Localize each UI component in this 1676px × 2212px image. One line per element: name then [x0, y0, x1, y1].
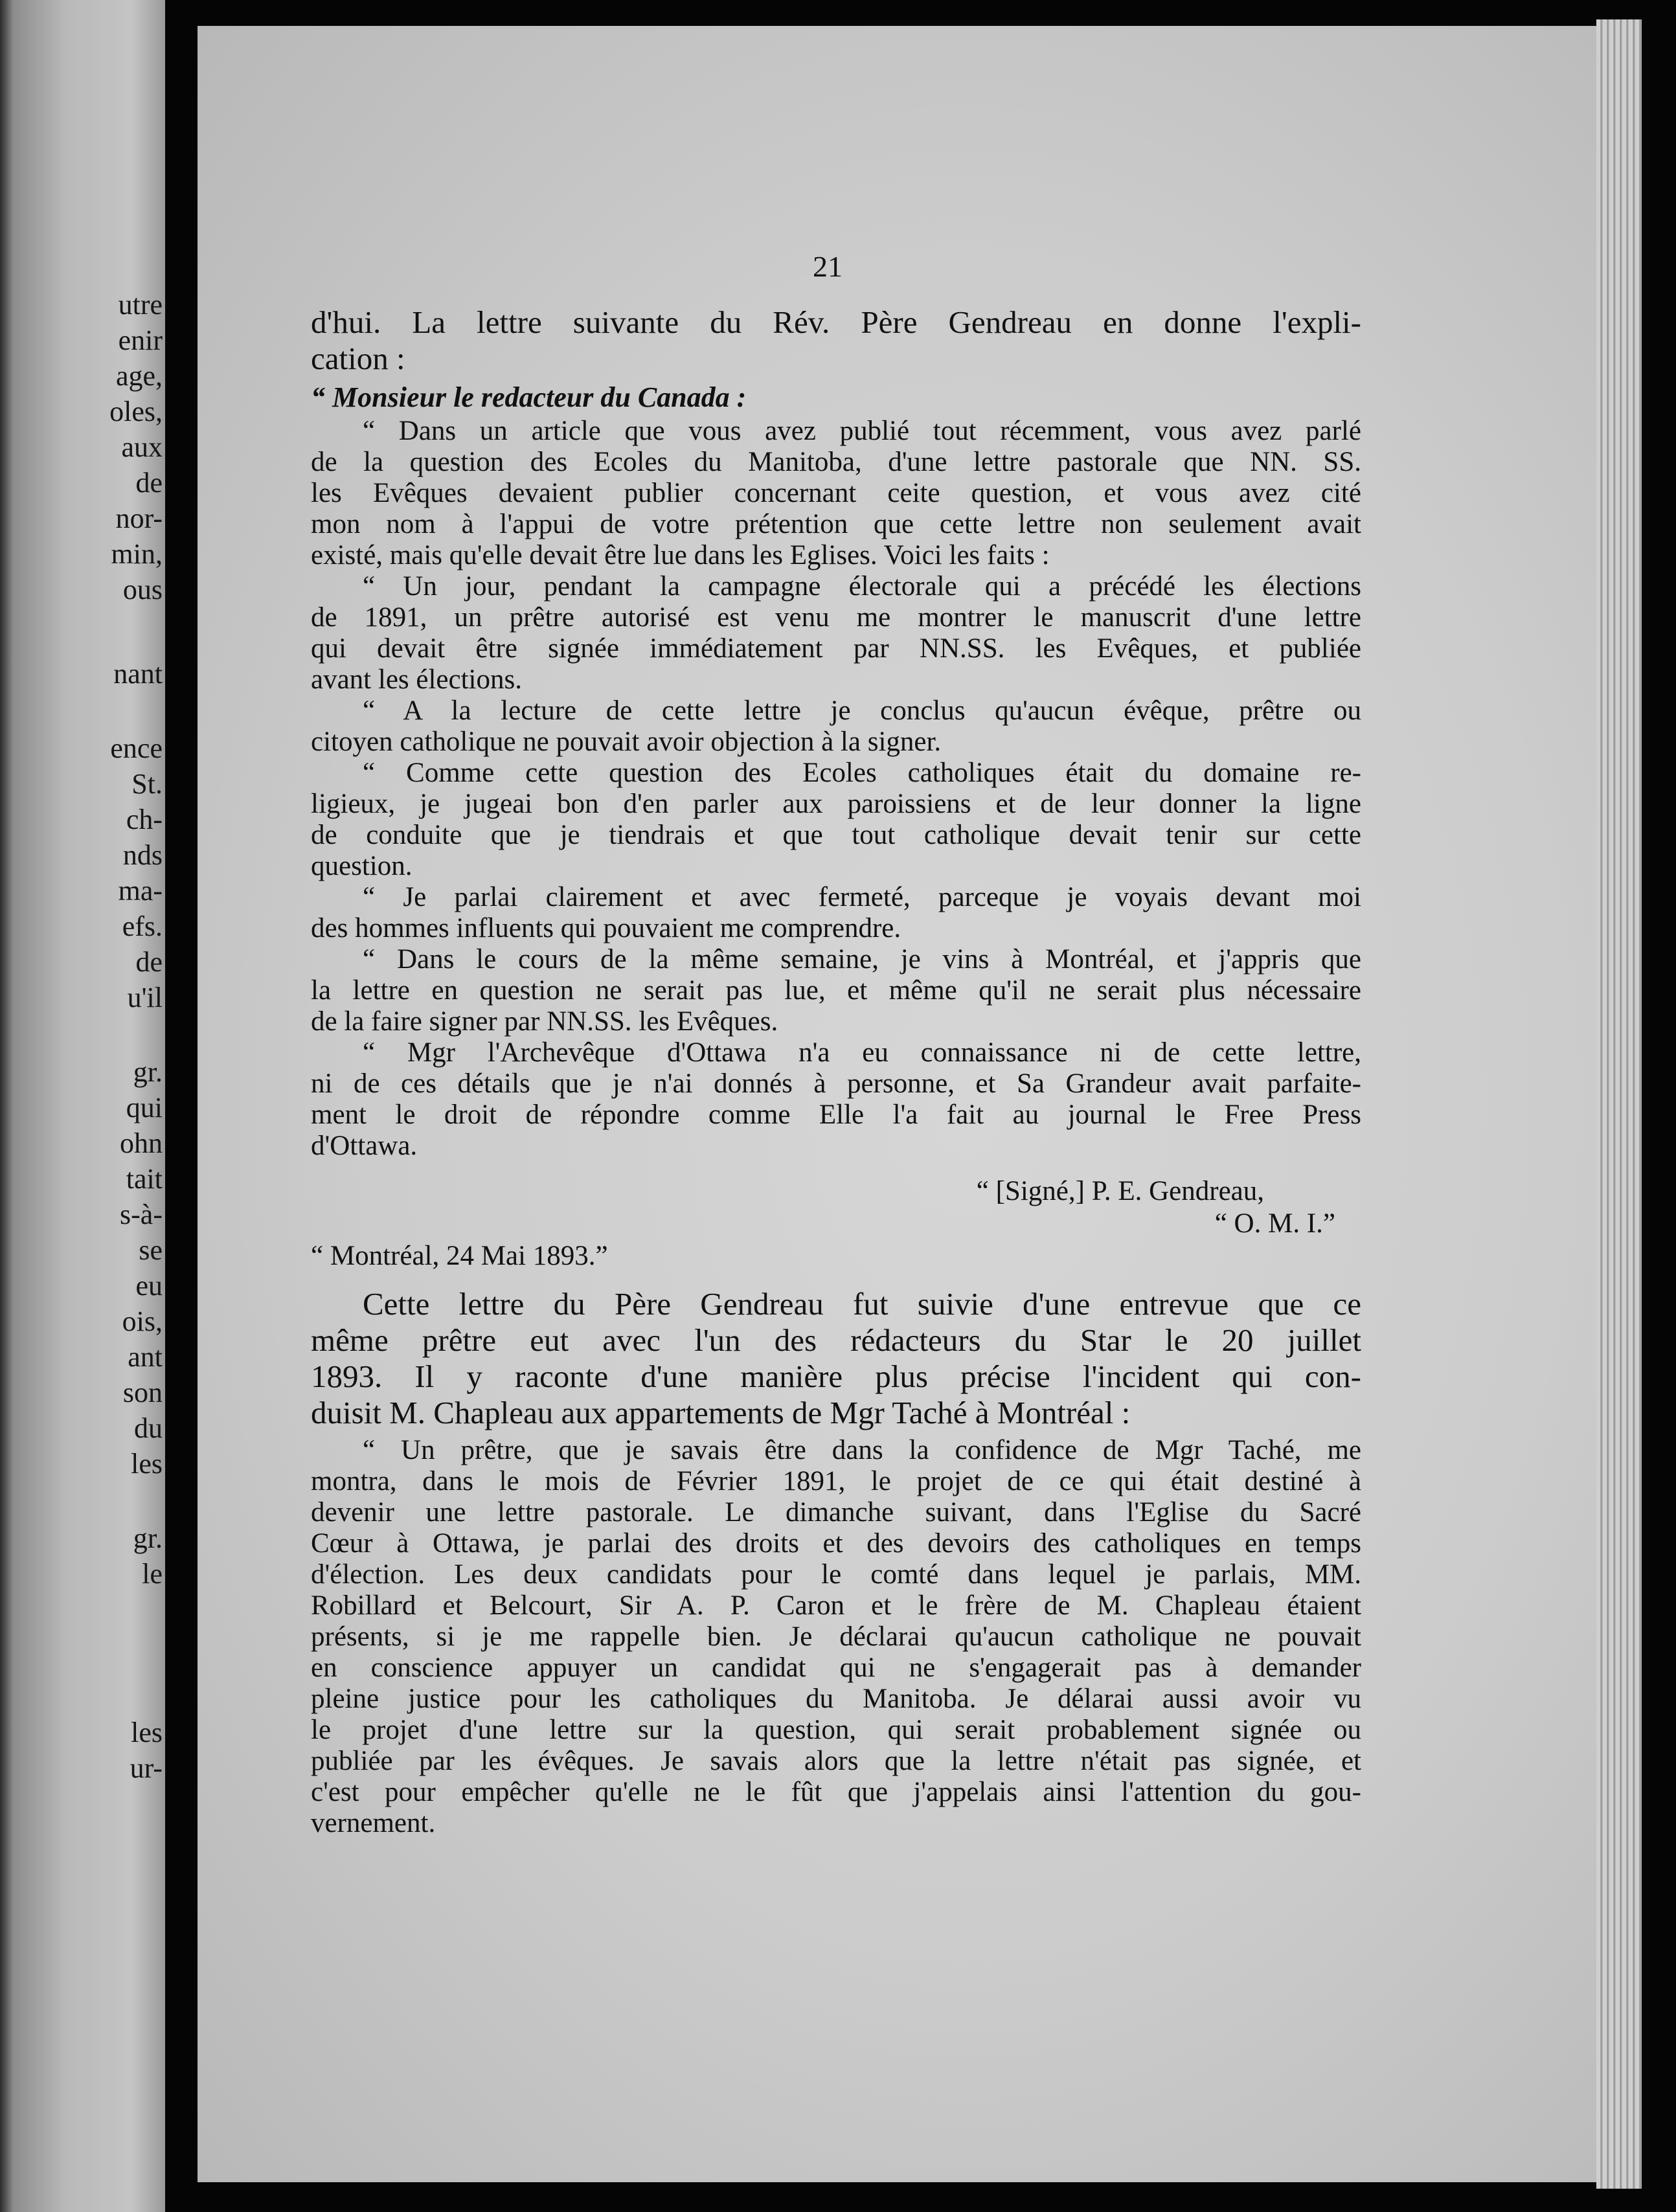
letter-date: “ Montréal, 24 Mai 1893.”: [311, 1241, 608, 1271]
text-line: ment le droit de répondre comme Elle l'a fait au journal le Free Press: [311, 1100, 1361, 1130]
text-line: pleine justice pour les catholiques du Manitoba. Je délarai aussi avoir vu: [311, 1684, 1361, 1714]
left-page-text-fragment: utre: [118, 289, 163, 321]
left-page-text-fragment: eu: [135, 1270, 163, 1302]
text-line: citoyen catholique ne pouvait avoir objection à la signer.: [311, 727, 942, 757]
text-line: même prêtre eut avec l'un des rédacteurs du Star le 20 juillet: [311, 1322, 1361, 1358]
text-line: d'Ottawa.: [311, 1131, 418, 1161]
letter-paragraph: [311, 1037, 1361, 1162]
text-line: “ Dans un article que vous avez publié tout récemment, vous avez parlé: [363, 416, 1361, 446]
text-line: 1893. Il y raconte d'une manière plus précise l'incident qui con-: [311, 1359, 1361, 1394]
letter-paragraph: [311, 882, 1361, 944]
text-line: duisit M. Chapleau aux appartements de Mgr Taché à Montréal :: [311, 1395, 1131, 1430]
text-line: de 1891, un prêtre autorisé est venu me montrer le manuscrit d'une lettre: [311, 602, 1361, 633]
text-line: les Evêques devaient publier concernant ceite question, et vous avez cité: [311, 478, 1361, 508]
text-line: “ Mgr l'Archevêque d'Ottawa n'a eu connaissance ni de cette lettre,: [363, 1037, 1361, 1068]
left-page-text-fragment: du: [134, 1412, 163, 1444]
left-page-text-fragment: gr.: [133, 1056, 163, 1088]
text-line: Cette lettre du Père Gendreau fut suivie d'une entrevue que ce: [363, 1286, 1361, 1322]
text-line: Robillard et Belcourt, Sir A. P. Caron et le frère de M. Chapleau étaient: [311, 1590, 1361, 1621]
letter-paragraph: [311, 695, 1361, 758]
left-page-text-fragment: ma-: [118, 875, 163, 907]
left-page-text-fragment: nor-: [115, 502, 163, 534]
text-line: ligieux, je jugeai bon d'en parler aux paroissiens et de leur donner la ligne: [311, 789, 1361, 819]
text-line: c'est pour empêcher qu'elle ne le fût que j'appelais ainsi l'attention du gou-: [311, 1777, 1361, 1807]
text-line: avant les élections.: [311, 664, 522, 695]
left-page-text-fragment: les: [131, 1448, 163, 1480]
left-page-text-fragment: nant: [113, 658, 163, 690]
left-page-text-fragment: efs.: [122, 910, 163, 942]
text-line: qui devait être signée immédiatement par NN.SS. les Evêques, et publiée: [311, 633, 1361, 664]
left-page-text-fragment: ois,: [122, 1305, 163, 1337]
left-page-text-fragment: les: [131, 1717, 163, 1748]
left-page-text-fragment: de: [135, 946, 163, 978]
page-edges: [1596, 19, 1642, 2189]
text-line: d'hui. La lettre suivante du Rév. Père Gendreau en donne l'expli-: [311, 304, 1361, 340]
left-page-fragment: [0, 0, 165, 2212]
page-content: [311, 246, 1361, 1839]
left-page-text-fragment: oles,: [109, 396, 163, 427]
text-line: présents, si je me rappelle bien. Je déclarai qu'aucun catholique ne pouvait: [311, 1621, 1361, 1652]
left-page-text-fragment: nds: [122, 839, 163, 871]
text-line: “ Un jour, pendant la campagne électorale qui a précédé les élections: [363, 571, 1361, 602]
letter-salutation: “ Monsieur le redacteur du Canada :: [311, 381, 747, 413]
left-page-text-fragment: ant: [128, 1341, 163, 1373]
left-page-text-fragment: min,: [111, 538, 163, 570]
left-page-text-fragment: age,: [115, 360, 163, 392]
quoted-account: [311, 1435, 1361, 1839]
left-page-text-fragment: son: [122, 1377, 163, 1408]
left-page-text-fragment: se: [139, 1234, 163, 1266]
left-page-text-fragment: aux: [121, 431, 163, 463]
text-line: “ Un prêtre, que je savais être dans la confidence de Mgr Taché, me: [363, 1435, 1361, 1465]
letter-paragraph: [311, 758, 1361, 882]
left-page-text-fragment: enir: [118, 324, 163, 356]
text-line: “ Comme cette question des Ecoles catholiques était du domaine re-: [363, 758, 1361, 788]
letter-paragraph: [311, 416, 1361, 571]
left-page-text-fragment: ch-: [126, 804, 163, 835]
left-page-text-fragment: le: [142, 1558, 163, 1590]
left-page-text-fragment: gr.: [133, 1522, 163, 1554]
letter-body: [311, 416, 1361, 1162]
left-page-text-fragment: s-à-: [120, 1199, 163, 1230]
text-line: devenir une lettre pastorale. Le dimanche suivant, dans l'Eglise du Sacré: [311, 1497, 1361, 1528]
narrative-paragraph: [311, 1286, 1361, 1431]
left-page-text-fragment: ous: [122, 574, 163, 605]
left-page-text-fragment: qui: [126, 1092, 163, 1123]
text-line: “ A la lecture de cette lettre je conclus qu'aucun évêque, prêtre ou: [363, 695, 1361, 726]
text-line: d'élection. Les deux candidats pour le comté dans lequel je parlais, MM.: [311, 1559, 1361, 1590]
text-line: cation :: [311, 341, 405, 376]
text-line: ni de ces détails que je n'ai donnés à personne, et Sa Grandeur avait parfaite-: [311, 1068, 1361, 1099]
text-line: “ Dans le cours de la même semaine, je vins à Montréal, et j'appris que: [363, 944, 1361, 975]
left-page-text-fragment: de: [135, 467, 163, 499]
signature-name: “ [Signé,] P. E. Gendreau,: [976, 1176, 1264, 1206]
text-line: le projet d'une lettre sur la question, qui serait probablement signée ou: [311, 1715, 1361, 1745]
text-line: mon nom à l'appui de votre prétention que cette lettre non seulement avait: [311, 509, 1361, 539]
text-line: existé, mais qu'elle devait être lue dans les Eglises. Voici les faits :: [311, 540, 1050, 570]
left-page-text-fragment: tait: [126, 1163, 163, 1195]
text-line: “ Je parlai clairement et avec fermeté, parceque je voyais devant moi: [363, 882, 1361, 912]
text-line: publiée par les évêques. Je savais alors que la lettre n'était pas signée, et: [311, 1746, 1361, 1776]
book-spine: [165, 0, 198, 2212]
text-line: de conduite que je tiendrais et que tout catholique devait tenir sur cette: [311, 820, 1361, 850]
text-line: de la faire signer par NN.SS. les Evêques.: [311, 1006, 778, 1037]
left-page-text-fragment: ohn: [120, 1127, 163, 1159]
text-line: Cœur à Ottawa, je parlai des droits et des devoirs des catholiques en temps: [311, 1528, 1361, 1559]
text-line: vernement.: [311, 1808, 436, 1838]
intro-paragraph: [311, 304, 1361, 377]
signature-order: “ O. M. I.”: [1214, 1208, 1335, 1239]
text-line: montra, dans le mois de Février 1891, le projet de ce qui était destiné à: [311, 1466, 1361, 1496]
text-line: des hommes influents qui pouvaient me comprendre.: [311, 913, 901, 943]
letter-paragraph: [311, 571, 1361, 695]
text-line: question.: [311, 851, 413, 881]
text-line: en conscience appuyer un candidat qui ne s'engagerait pas à demander: [311, 1653, 1361, 1683]
letter-paragraph: [311, 944, 1361, 1037]
text-line: de la question des Ecoles du Manitoba, d'une lettre pastorale que NN. SS.: [311, 447, 1361, 477]
text-line: la lettre en question ne serait pas lue, et même qu'il ne serait plus nécessaire: [311, 975, 1361, 1006]
left-page-text-fragment: u'il: [127, 982, 163, 1013]
page-number: 21: [813, 250, 843, 283]
left-page-text-fragment: ur-: [130, 1752, 163, 1784]
left-page-text-fragment: St.: [131, 768, 163, 800]
left-page-text-fragment: ence: [110, 732, 163, 764]
